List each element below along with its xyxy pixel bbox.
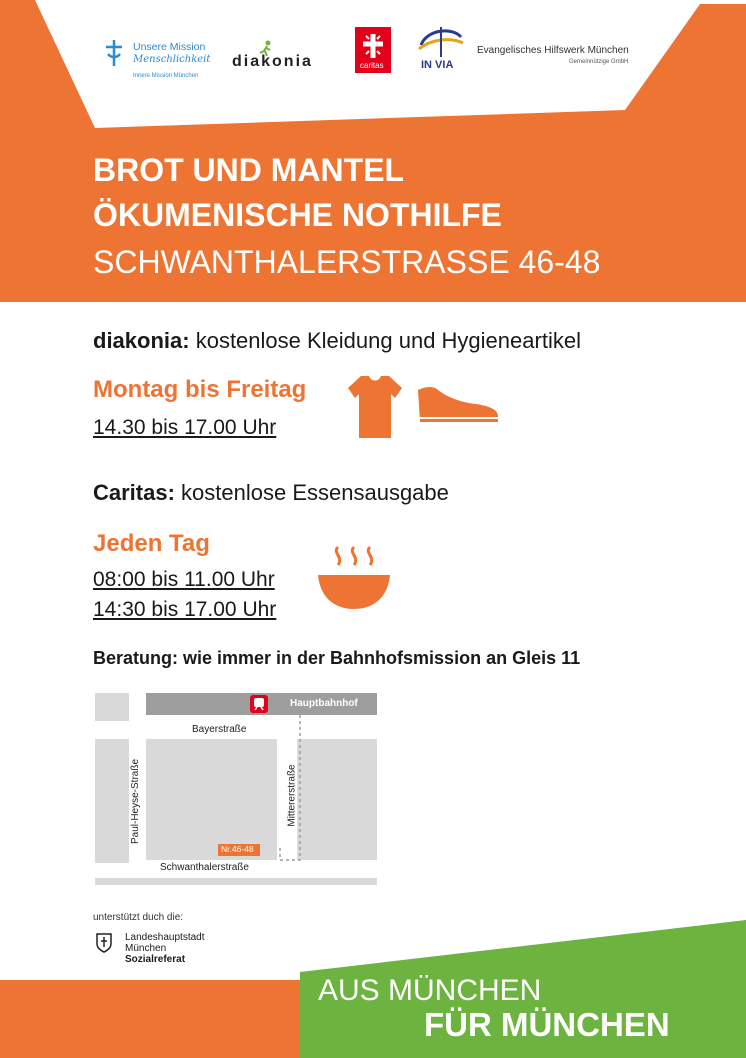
support-line-1: Landeshauptstadt (125, 932, 205, 943)
support-line-3: Sozialreferat (125, 954, 186, 965)
title-line-2: ÖKUMENISCHE NOTHILFE (93, 197, 502, 233)
diakonia-org-label: diakonia: (93, 328, 190, 353)
mission-line1: Unsere Mission (133, 41, 206, 53)
caritas-desc: kostenlose Essensausgabe (181, 480, 449, 505)
caritas-hours-1: 08:00 bis 11.00 Uhr (93, 568, 275, 591)
title-line-1: BROT UND MANTEL (93, 152, 405, 188)
caritas-hours-2: 14:30 bis 17.00 Uhr (93, 598, 277, 621)
footer-line-1: AUS MÜNCHEN (318, 974, 542, 1007)
bayerstrasse-label: Bayerstraße (192, 724, 247, 735)
footer-line-2: FÜR MÜNCHEN (424, 1006, 670, 1043)
map (95, 693, 377, 885)
map-block-bottom (95, 878, 377, 885)
caritas-logo (355, 27, 391, 73)
location-marker-label: Nr.46-48 (221, 844, 254, 854)
support-line-2: München (125, 943, 167, 954)
soup-bowl-icon (316, 543, 392, 613)
paul-heyse-label: Paul-Heyse-Straße (130, 758, 142, 845)
caritas-org-label: Caritas: (93, 480, 175, 505)
shoe-icon (416, 382, 500, 426)
diakonia-wordmark: diakonia (232, 53, 313, 70)
mission-line3: Innere Mission München (133, 73, 199, 79)
diakonia-hours: 14.30 bis 17.00 Uhr (93, 416, 277, 439)
route-dashed-line (95, 693, 377, 885)
beratung-note: Beratung: wie immer in der Bahnhofsmission an Gleis 11 (93, 648, 581, 668)
invia-emblem-icon (413, 23, 469, 59)
diakonia-desc: kostenlose Kleidung und Hygieneartikel (195, 328, 581, 353)
location-marker (218, 844, 260, 856)
caritas-offer (93, 480, 449, 506)
innere-mission-logo (103, 38, 213, 84)
support-label: unterstützt duch die: (93, 912, 184, 923)
tshirt-icon (347, 374, 403, 440)
title-line-3: SCHWANTHALERSTRASSE 46-48 (93, 244, 601, 280)
diakonia-logo (232, 40, 332, 76)
caritas-cross-icon (355, 29, 391, 63)
diakonia-offer (93, 328, 581, 354)
ehw-logo (477, 40, 637, 70)
diakonia-days: Montag bis Freitag (93, 376, 307, 403)
caritas-days: Jeden Tag (93, 530, 210, 557)
caritas-wordmark: caritas (360, 61, 384, 70)
ehw-line1: Evangelisches Hilfswerk München (477, 45, 629, 56)
mittererstrasse-label: Mittererstraße (286, 764, 298, 827)
hauptbahnhof-label: Hauptbahnhof (290, 698, 358, 709)
invia-wordmark: IN VIA (421, 59, 454, 71)
cross-icon (103, 38, 125, 68)
invia-logo (413, 23, 469, 77)
ehw-line2: Gemeinnützige GmbH (569, 59, 629, 65)
mission-line2: Menschlichkeit (133, 54, 211, 65)
schwanthalerstrasse-label: Schwanthalerstraße (160, 862, 249, 873)
